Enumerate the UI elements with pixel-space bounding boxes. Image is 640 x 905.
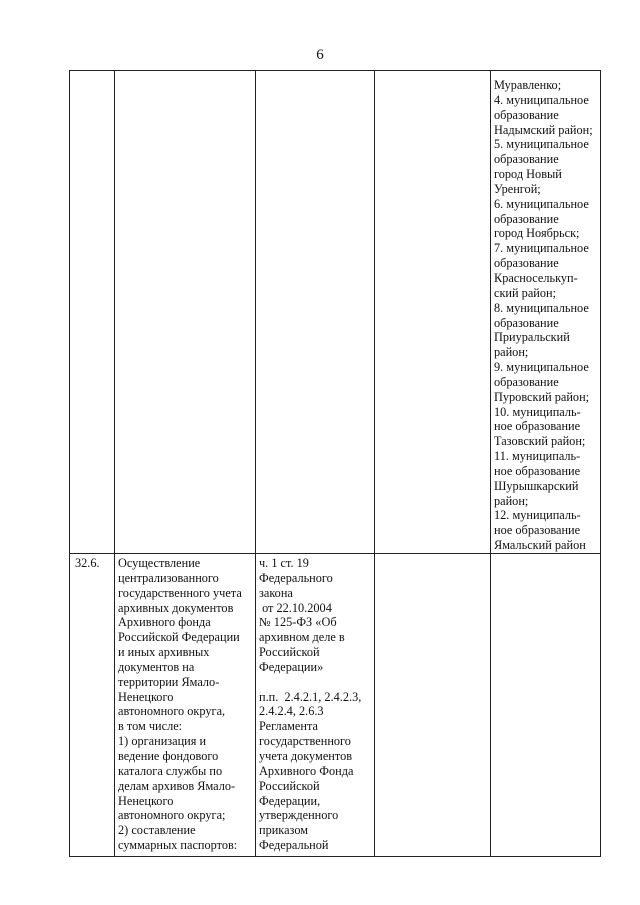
text-line: учета документов [259,748,353,763]
text-line: государственного [259,734,351,749]
text-line: Шурышкарский [494,478,579,493]
text-line: район; [494,493,529,508]
text-line: № 125-ФЗ «Об [259,615,337,630]
text-line: государственного учета [118,585,242,600]
text-line: автономного округа, [118,704,226,719]
text-line: и иных архивных [118,645,210,660]
text-line: суммарных паспортов: [118,838,238,853]
text-line: Федерации» [259,659,324,674]
text-line: делам архивов Ямало- [118,778,236,793]
text-line: автономного округа; [118,808,226,823]
text-line: 10. муниципаль- [494,404,581,419]
text-line: Российской [259,778,320,793]
page-number: 6 [316,47,324,63]
column-divider-3 [374,70,375,857]
text-line: Регламента [259,719,318,734]
text-line: Надымский район; [494,122,593,137]
text-line: 7. муниципальное [494,241,589,256]
text-line: Федерального [259,570,333,585]
text-line: архивном деле в [259,630,345,645]
text-line: п.п. 2.4.2.1, 2.4.2.3, [259,689,362,704]
text-line: Ненецкого [118,689,174,704]
row-divider [69,553,601,554]
column-divider-4 [490,70,491,857]
text-line: 2) составление [118,823,196,838]
text-line: ский район; [494,285,557,300]
text-line: 11. муниципаль- [494,449,581,464]
text-line: ное образование [494,419,581,434]
text-line: образование [494,374,559,389]
text-line: ведение фондового [118,748,219,763]
text-line: 8. муниципальное [494,300,589,315]
text-line: территории Ямало- [118,674,220,689]
text-line: от 22.10.2004 [259,600,332,615]
text-line: каталога службы по [118,763,223,778]
text-line: Приуральский [494,330,570,345]
text-line: 12. муниципаль- [494,508,581,523]
text-line: город Ноябрьск; [494,226,580,241]
text-line: образование [494,107,559,122]
text-line: 6. муниципальное [494,196,589,211]
text-line: приказом [259,823,309,838]
text-line: 2.4.2.4, 2.6.3 [259,704,324,719]
text-line: Осуществление [118,556,201,570]
service-description-cell [118,556,242,853]
text-line: Федерации, [259,793,321,808]
previous-row-municipalities-cell [494,78,593,553]
text-line: Архивного Фонда [259,763,354,778]
text-line: Пуровский район; [494,389,590,404]
text-line: Ямальский район [494,538,586,553]
text-line: ное образование [494,463,581,478]
text-line: Российской Федерации [118,630,240,645]
legal-basis-cell [259,556,361,853]
text-line: архивных документов [118,600,234,615]
text-line: Уренгой; [494,181,541,196]
row-number-cell: 32.6. [75,556,100,570]
text-line: образование [494,256,559,271]
text-line: Архивного фонда [118,615,211,630]
text-line: 5. муниципальное [494,137,589,152]
text-line: 9. муниципальное [494,360,589,375]
text-line: образование [494,211,559,226]
text-line: район; [494,345,529,360]
text-line: в том числе: [118,719,183,734]
text-line: ное образование [494,523,581,538]
text-line: Ненецкого [118,793,174,808]
text-line: Красноселькуп- [494,270,578,285]
text-line: Тазовский район; [494,434,586,449]
column-divider-2 [255,70,256,857]
text-line: Федеральной [259,838,329,853]
text-line: город Новый [494,167,562,182]
text-line: 1) организация и [118,734,207,749]
text-line: документов на [118,659,195,674]
text-line: образование [494,315,559,330]
text-line: образование [494,152,559,167]
blank-line [259,675,361,690]
text-line: ч. 1 ст. 19 [259,556,309,570]
text-line: утвержденного [259,808,339,823]
text-line: Российской [259,645,320,660]
text-line: централизованного [118,570,219,585]
column-divider-1 [114,70,115,857]
text-line: закона [259,585,293,600]
text-line: Муравленко; [494,78,562,92]
text-line: 4. муниципальное [494,92,589,107]
